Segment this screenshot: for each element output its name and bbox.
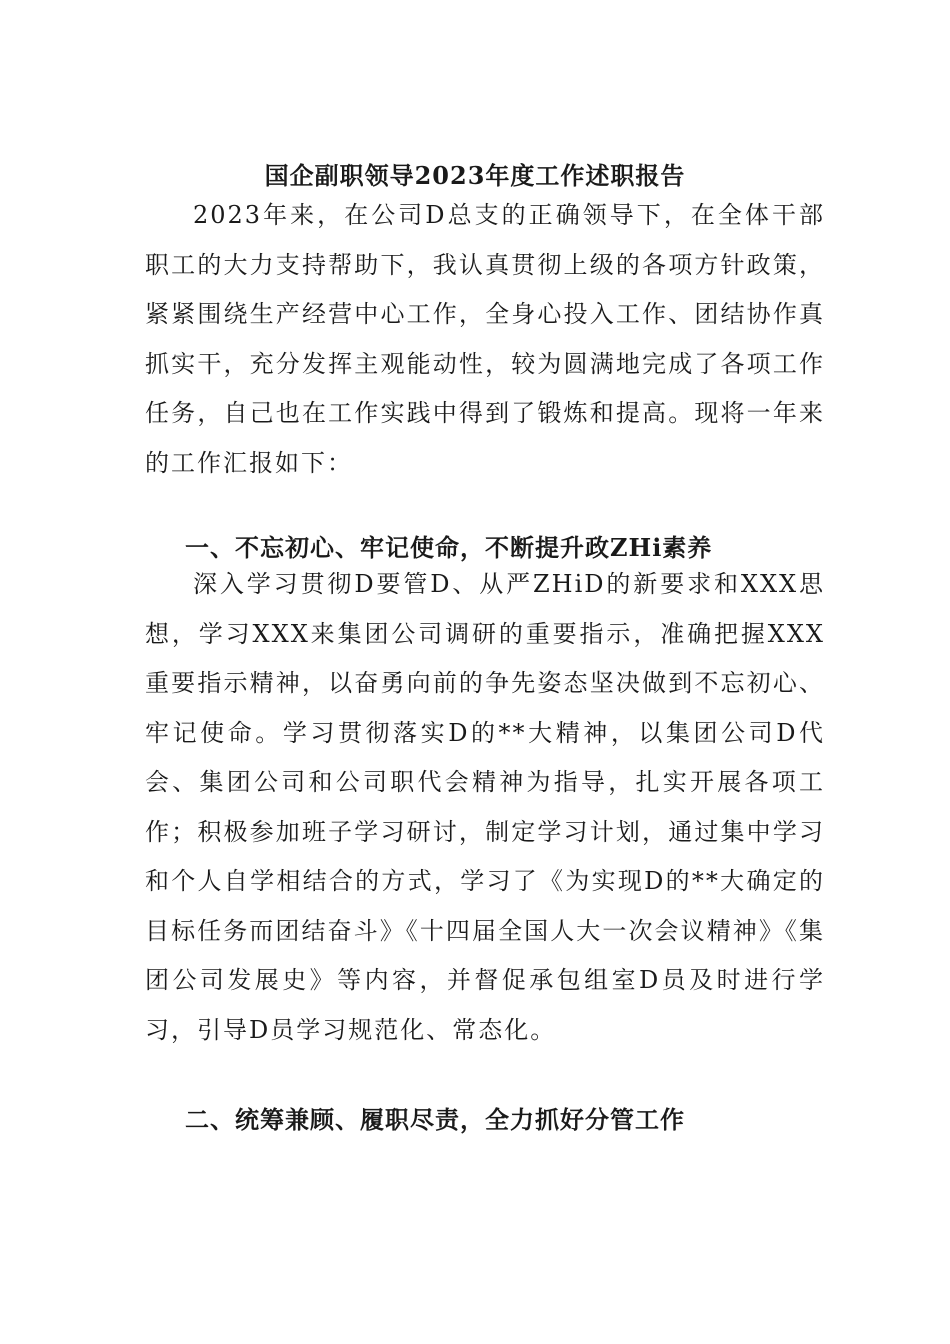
section-heading-1: 一、不忘初心、牢记使命，不断提升政ZHi素养 <box>185 533 713 562</box>
section-1-paragraph: 深入学习贯彻D要管D、从严ZHiD的新要求和XXX思想，学习XXX来集团公司调研的重要指示，准确把握XXX重要指示精神，以奋勇向前的争先姿态坚决做到不忘初心、牢记使命。学习贯彻落实D的**大精神，以集团公司D代会、集团公司和公司职代会精神为指导，扎实开展各项工作；积极参加班子学习研讨，制定学习计划，通过集中学习和个人自学相结合的方式，学习了《为实现D的**大确定的目标任务而团结奋斗》《十四届全国人大一次会议精神》《集团公司发展史》等内容，并督促承包组室D员及时进行学习，引导D员学习规范化、常态化。 <box>145 570 825 1044</box>
document-title: 国企副职领导2023年度工作述职报告 <box>264 161 686 190</box>
section-heading-2: 二、统筹兼顾、履职尽责，全力抓好分管工作 <box>185 1105 685 1134</box>
intro-paragraph: 2023年来，在公司D总支的正确领导下，在全体干部职工的大力支持帮助下，我认真贯彻上级的各项方针政策，紧紧围绕生产经营中心工作，全身心投入工作、团结协作真抓实干，充分发挥主观能动性，较为圆满地完成了各项工作任务，自己也在工作实践中得到了锻炼和提高。现将一年来的工作汇报如下： <box>145 201 825 477</box>
